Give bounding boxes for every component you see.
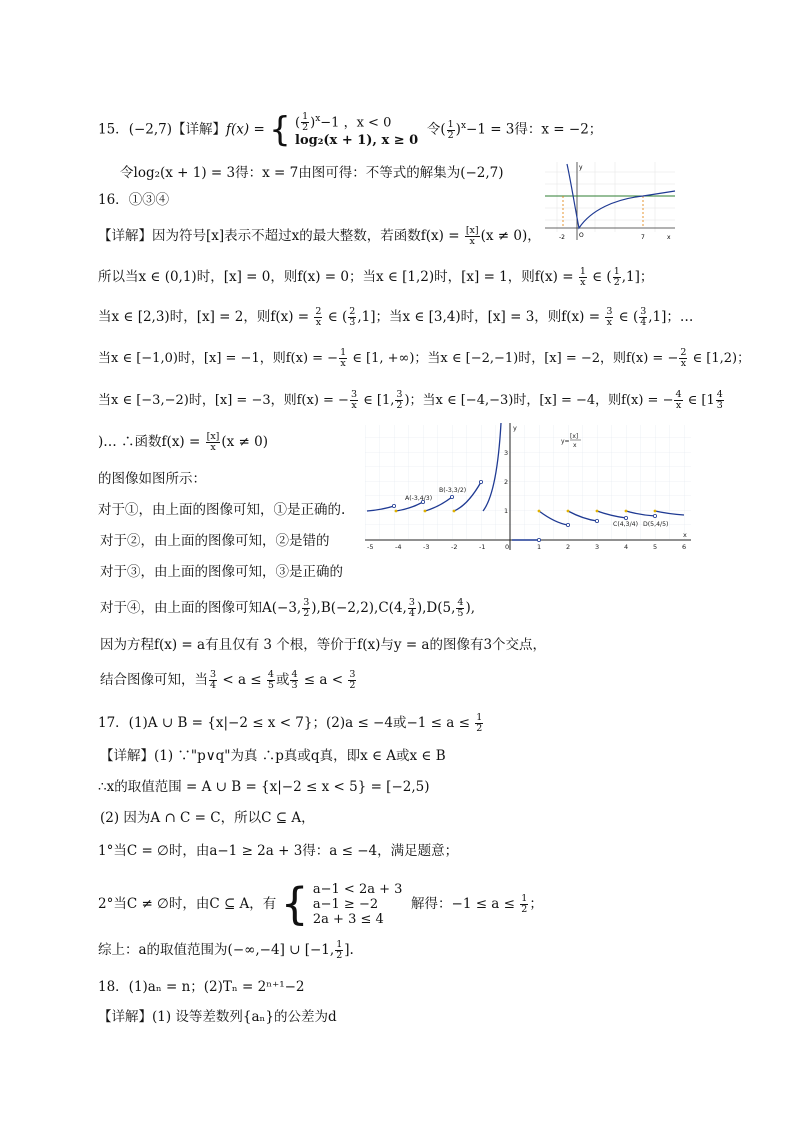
tick-7: 7 bbox=[641, 234, 645, 241]
q16-line0: 16．①③④ bbox=[98, 192, 170, 208]
q15-detail-tag: 【详解】 bbox=[172, 121, 227, 138]
xtick-3: 3 bbox=[595, 543, 600, 551]
xtick-4: 4 bbox=[624, 543, 629, 551]
q15-piecewise: ( $\frac{1}{2}$ )$^x$−1 ，x < 0 log₂(x + 1), x ≥ 0 bbox=[295, 111, 419, 149]
xtick-neg5: -5 bbox=[367, 543, 374, 551]
y-axis-label: y bbox=[513, 424, 517, 432]
q15-brace: { bbox=[269, 110, 291, 151]
xtick-neg2: -2 bbox=[451, 543, 458, 551]
q16-item1: 对于①，由上面的图像可知，①是正确的. bbox=[98, 502, 346, 518]
x-axis-label: x bbox=[683, 531, 687, 539]
log-graph bbox=[545, 162, 677, 242]
q17-case1: 1°当C = ∅时，由a−1 ≥ 2a + 3得：a ≤ −4，满足题意； bbox=[98, 843, 459, 859]
point-label-d: D(5,4/5) bbox=[643, 521, 669, 528]
q15-line2: 令log₂(x + 1) = 3得：x = 7由图可得：不等式的解集为(−2,7) bbox=[120, 165, 504, 181]
xtick-6: 6 bbox=[682, 543, 687, 551]
xtick-neg3: -3 bbox=[423, 543, 430, 551]
xtick-neg4: -4 bbox=[395, 543, 402, 551]
ytick-3: 3 bbox=[504, 449, 509, 457]
q17-range: ∴x的取值范围 = A ∪ B = {x|−2 ≤ x < 5} = [−2,5) bbox=[98, 779, 430, 795]
q15-answer: (−2,7) bbox=[128, 121, 173, 138]
ytick-2: 2 bbox=[504, 478, 509, 486]
q17-part2: (2) 因为A ∩ C = C，所以C ⊆ A， bbox=[100, 810, 315, 826]
q16-conclusion: 结合图像可知，当 $\frac{3}{4}$ < a ≤ $\frac{4}{5}$ 或 $\frac{4}{3}$ ≤ a < $\frac{3}{2}$ bbox=[100, 669, 356, 691]
floor-ratio-graph bbox=[365, 423, 695, 551]
q16-item2: 对于②，由上面的图像可知，②是错的 bbox=[100, 533, 330, 549]
q16-line4: 当x ∈ [−1,0)时，[x] = −1，则f(x) = − $\frac{1}{x}$ ∈ [1, +∞)；当x ∈ [−2,−1)时，[x] = −2，则f(x) = − $\frac{2}{x}$ ∈ [1,2)； bbox=[98, 347, 751, 369]
xtick-2: 2 bbox=[566, 543, 571, 551]
q15-fx: f(x) = bbox=[226, 121, 270, 138]
xtick-5: 5 bbox=[653, 543, 658, 551]
xtick-0: 0 bbox=[505, 543, 510, 551]
q18-answer: 18．(1)aₙ = n；(2)Tₙ = 2ⁿ⁺¹−2 bbox=[98, 979, 305, 995]
q16-line1: 【详解】因为符号[x]表示不超过x的最大整数，若函数f(x) = $\frac{[x]}{x}$ (x ≠ 0)， bbox=[98, 225, 541, 247]
svg-text:[x]: [x] bbox=[570, 433, 579, 440]
svg-text:y=: y= bbox=[561, 438, 570, 445]
point-label-b: B(-3,3/2) bbox=[439, 487, 467, 494]
q15-case2: log₂(x + 1), x ≥ 0 bbox=[295, 133, 419, 149]
q16-item4: 对于④，由上面的图像可知A(−3, $\frac{3}{2}$ ),B(−2,2),C(4, $\frac{3}{4}$ ),D(5, $\frac{4}{5}$ ), bbox=[100, 597, 476, 619]
axis-y: y bbox=[579, 164, 583, 171]
q17-case2: 2°当C ≠ ∅时，由C ⊆ A，有 { a−1 < 2a + 3 a−1 ≥ −2 2a + 3 ≤ 4 解得：−1 ≤ a ≤ $\frac{1}{2}$ ； bbox=[98, 878, 543, 930]
q16-line2: 所以当x ∈ (0,1)时，[x] = 0，则f(x) = 0；当x ∈ [1,2)时，[x] = 1，则f(x) = $\frac{1}{x}$ ∈ ( $\frac{1}{2}$ ,1]； bbox=[98, 266, 654, 288]
q18-detail: 【详解】(1) 设等差数列{aₙ}的公差为d bbox=[98, 1009, 337, 1025]
q16-line3: 当x ∈ [2,3)时，[x] = 2，则f(x) = $\frac{2}{x}$ ∈ ( $\frac{2}{3}$ ,1]；当x ∈ [3,4)时，[x] = 3，则f(x) = $\frac{3}{x}$ ∈ ( $\frac{3}{4}$ ,1]；… bbox=[98, 306, 694, 328]
xtick-1: 1 bbox=[537, 543, 542, 551]
q17-answer: 17．(1)A ∪ B = {x|−2 ≤ x < 7}；(2)a ≤ −4或−1 ≤ a ≤ $\frac{1}{2}$ bbox=[98, 712, 483, 734]
tick-neg2: -2 bbox=[559, 234, 565, 241]
tick-origin: O bbox=[579, 232, 584, 239]
q16-line7: 的图像如图所示： bbox=[98, 471, 206, 487]
tick-x: x bbox=[667, 234, 671, 241]
xtick-neg1: -1 bbox=[479, 543, 486, 551]
q15-number: 15． bbox=[98, 121, 129, 138]
q17-summary: 综上：a的取值范围为(−∞,−4] ∪ [−1, $\frac{1}{2}$ ]. bbox=[98, 939, 354, 961]
q16-line5: 当x ∈ [−3,−2)时，[x] = −3，则f(x) = − $\frac{3}{x}$ ∈ [1, $\frac{3}{2}$ )；当x ∈ [−4,−3)时，[x] = −4，则f(x) = − $\frac{4}{x}$ ∈ [1 $\frac{4}{3}$ bbox=[98, 389, 723, 411]
q16-answer: ①③④ bbox=[128, 192, 170, 208]
q16-item3: 对于③，由上面的图像可知，③是正确的 bbox=[100, 564, 343, 580]
q17-detail1: 【详解】(1) ∵"p∨q"为真 ∴p真或q真，即x ∈ A或x ∈ B bbox=[100, 748, 446, 764]
q17-system: a−1 < 2a + 3 a−1 ≥ −2 2a + 3 ≤ 4 bbox=[312, 882, 403, 927]
svg-text:x: x bbox=[573, 442, 577, 449]
q15-eq1: −1 = 3得：x = −2； bbox=[466, 121, 603, 138]
q15-line1: 15．(−2,7)【详解】f(x) = { ( $\frac{1}{2}$ )$^x$−1 ，x < 0 log₂(x + 1), x ≥ 0 令( $\frac{1}{2}$ )$^x$−1 = 3得：x = −2； bbox=[98, 110, 603, 151]
point-label-a: A(-3,4/3) bbox=[405, 495, 433, 502]
q16-line6: )… ∴函数f(x) = $\frac{[x]}{x}$ (x ≠ 0) bbox=[98, 431, 269, 453]
q15-case1: −1 ，x < 0 bbox=[320, 115, 392, 131]
point-label-c: C(4,3/4) bbox=[613, 521, 639, 528]
ytick-1: 1 bbox=[504, 507, 509, 515]
q16-equation-text: 因为方程f(x) = a有且仅有 3 个根，等价于f(x)与y = a的图像有3个交点， bbox=[100, 637, 547, 653]
